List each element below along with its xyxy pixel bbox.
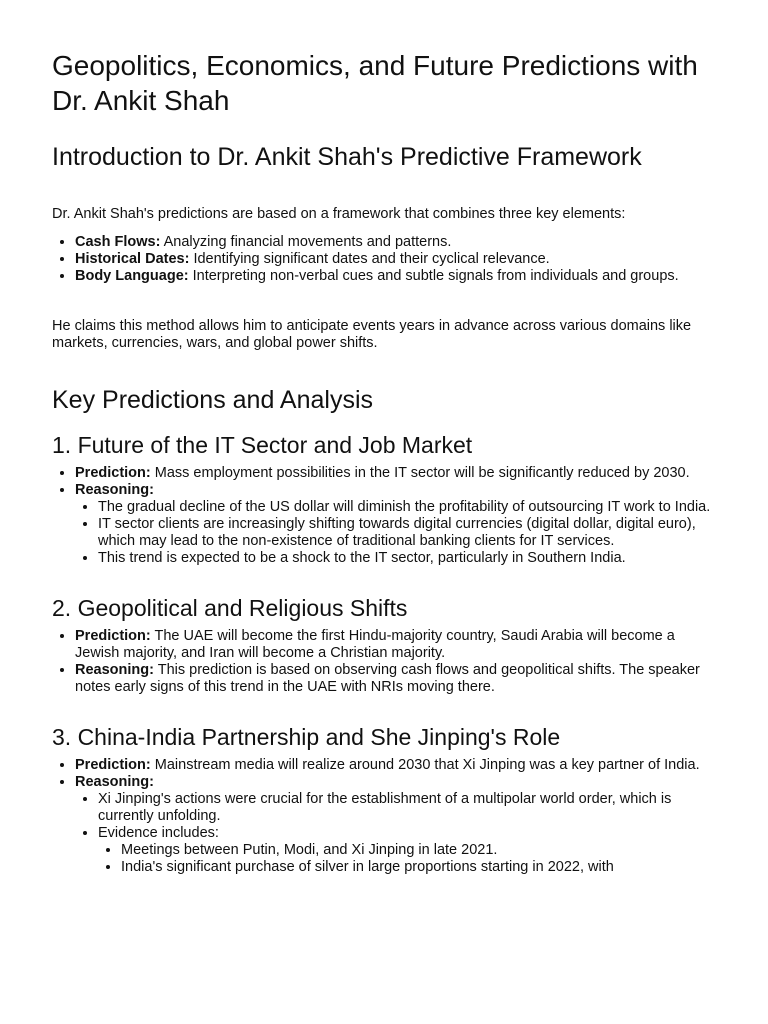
evidence-intro: Evidence includes:: [98, 825, 219, 841]
list-item: [75, 234, 716, 251]
section-heading-it-sector: 1. Future of the IT Sector and Job Market: [52, 432, 473, 458]
reasoning-label: Reasoning:: [75, 482, 154, 498]
list-item: • The gradual decline of the US dollar will diminish the profitability of outsourcing IT work to India.: [98, 499, 716, 516]
intro-paragraph: Dr. Ankit Shah's predictions are based on a framework that combines three key elements:: [52, 206, 626, 222]
document-title: Geopolitics, Economics, and Future Predictions with Dr. Ankit Shah: [52, 50, 698, 116]
element-text: Interpreting non-verbal cues and subtle signals from individuals and groups.: [188, 268, 679, 284]
list-item: • IT sector clients are increasingly shifting towards digital currencies (digital dollar, digital euro), which may lead to the non-existence of traditional banking clients for IT services.: [98, 516, 716, 550]
key-predictions-heading: Key Predictions and Analysis: [52, 386, 374, 414]
element-label: Cash Flows:: [75, 234, 161, 250]
reasoning-label: Reasoning:: [75, 774, 154, 790]
list-item: • Xi Jinping's actions were crucial for the establishment of a multipolar world order, which is currently unfolding.: [98, 791, 716, 825]
list-item: [75, 465, 716, 482]
prediction-label: Prediction:: [75, 757, 151, 773]
list-item: • Meetings between Putin, Modi, and Xi Jinping in late 2021.: [121, 842, 716, 859]
reasons-list: [75, 499, 716, 567]
framework-elements-list: [52, 234, 716, 285]
evidence-list: [98, 842, 716, 876]
element-label: Body Language:: [75, 268, 189, 284]
method-paragraph: He claims this method allows him to anticipate events years in advance across various domains like markets, currencies, wars, and global power shifts.: [52, 318, 692, 351]
reasoning-label: Reasoning:: [75, 662, 154, 678]
reasoning-text: This prediction is based on observing cash flows and geopolitical shifts. The speaker notes early signs of this trend in the UAE with NRIs moving there.: [75, 662, 700, 695]
it-sector-list: [52, 465, 716, 567]
list-item: [75, 662, 716, 696]
section-heading-china-india: 3. China-India Partnership and She Jinping's Role: [52, 724, 561, 750]
list-item: • This trend is expected to be a shock to the IT sector, particularly in Southern India.: [98, 550, 716, 567]
list-item: [75, 268, 716, 285]
element-text: Analyzing financial movements and patterns.: [160, 234, 452, 250]
list-item: [75, 628, 716, 662]
element-text: Identifying significant dates and their cyclical relevance.: [189, 251, 550, 267]
prediction-text: The UAE will become the first Hindu-majority country, Saudi Arabia will become a Jewish majority, and Iran will become a Christian majority.: [75, 628, 675, 661]
china-india-list: [52, 757, 716, 876]
section-heading-geopolitical: 2. Geopolitical and Religious Shifts: [52, 595, 408, 621]
list-item: [75, 774, 716, 876]
list-item: [98, 825, 716, 876]
list-item: [75, 251, 716, 268]
element-label: Historical Dates:: [75, 251, 190, 267]
prediction-label: Prediction:: [75, 628, 151, 644]
list-item: • India's significant purchase of silver in large proportions starting in 2022, with: [121, 859, 716, 876]
prediction-text: Mass employment possibilities in the IT sector will be significantly reduced by 2030.: [150, 465, 690, 481]
list-item: [75, 757, 716, 774]
prediction-text: Mainstream media will realize around 2030 that Xi Jinping was a key partner of India.: [150, 757, 700, 773]
prediction-label: Prediction:: [75, 465, 151, 481]
geopolitical-list: [52, 628, 716, 696]
intro-heading: Introduction to Dr. Ankit Shah's Predictive Framework: [52, 143, 642, 171]
list-item: [75, 482, 716, 567]
reasons-list: [75, 791, 716, 876]
